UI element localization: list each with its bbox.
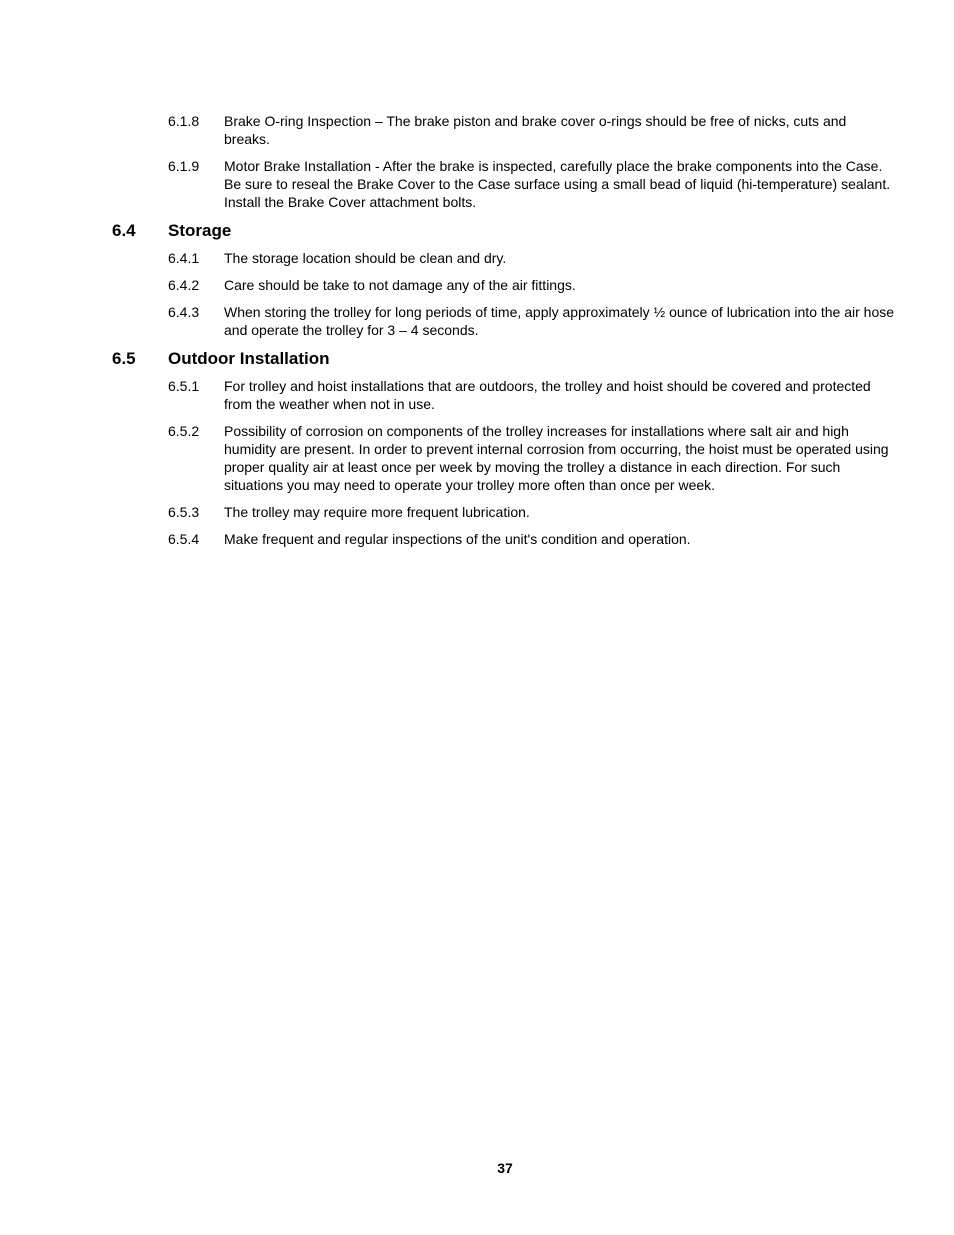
item-text: Care should be take to not damage any of the air fittings.	[224, 277, 576, 293]
item-number: 6.4.2	[168, 277, 200, 293]
section-title: Storage	[168, 221, 232, 240]
item-number: 6.4.1	[168, 250, 200, 266]
page-content	[112, 112, 896, 557]
list-item-6-4-1	[112, 249, 896, 267]
item-number: 6.1.9	[168, 158, 200, 174]
item-number: 6.5.2	[168, 423, 200, 439]
list-item-6-1-8	[112, 112, 896, 148]
list-item-6-5-2	[112, 422, 896, 494]
item-number: 6.1.8	[168, 113, 200, 129]
item-text: The trolley may require more frequent lubrication.	[224, 504, 530, 520]
list-item-6-5-4	[112, 530, 896, 548]
list-item-6-4-2	[112, 276, 896, 294]
section-heading-outdoor-installation	[112, 348, 896, 370]
item-number: 6.5.1	[168, 378, 200, 394]
list-item-6-1-9	[112, 157, 896, 211]
item-text: When storing the trolley for long periods of time, apply approximately ½ ounce of lubrication into the air hose and operate the trolley for 3 – 4 seconds.	[224, 304, 895, 338]
page-number: 37	[497, 1160, 513, 1176]
section-number: 6.4	[112, 221, 136, 240]
item-number: 6.5.3	[168, 504, 200, 520]
section-number: 6.5	[112, 349, 136, 368]
list-item-6-4-3	[112, 303, 896, 339]
list-item-6-5-3	[112, 503, 896, 521]
section-title: Outdoor Installation	[168, 349, 330, 368]
item-number: 6.5.4	[168, 531, 200, 547]
item-text: Possibility of corrosion on components of the trolley increases for installations where salt air and high humidity are present. In order to prevent internal corrosion from occurring, the hoist must be operated using proper quality air at least once per week by moving the trolley a distance in each direction. For such situations you may need to operate your trolley more often than once per week.	[224, 423, 889, 493]
item-text: Motor Brake Installation - After the brake is inspected, carefully place the brake components into the Case. Be sure to reseal the Brake Cover to the Case surface using a small bead of liquid (hi-temperature) sealant. Install the Brake Cover attachment bolts.	[224, 158, 891, 210]
item-text: Make frequent and regular inspections of the unit's condition and operation.	[224, 531, 691, 547]
item-text: For trolley and hoist installations that are outdoors, the trolley and hoist should be covered and protected from the weather when not in use.	[224, 378, 871, 412]
list-item-6-5-1	[112, 377, 896, 413]
item-text: The storage location should be clean and dry.	[224, 250, 507, 266]
section-heading-storage	[112, 220, 896, 242]
item-text: Brake O-ring Inspection – The brake piston and brake cover o-rings should be free of nicks, cuts and breaks.	[224, 113, 847, 147]
item-number: 6.4.3	[168, 304, 200, 320]
